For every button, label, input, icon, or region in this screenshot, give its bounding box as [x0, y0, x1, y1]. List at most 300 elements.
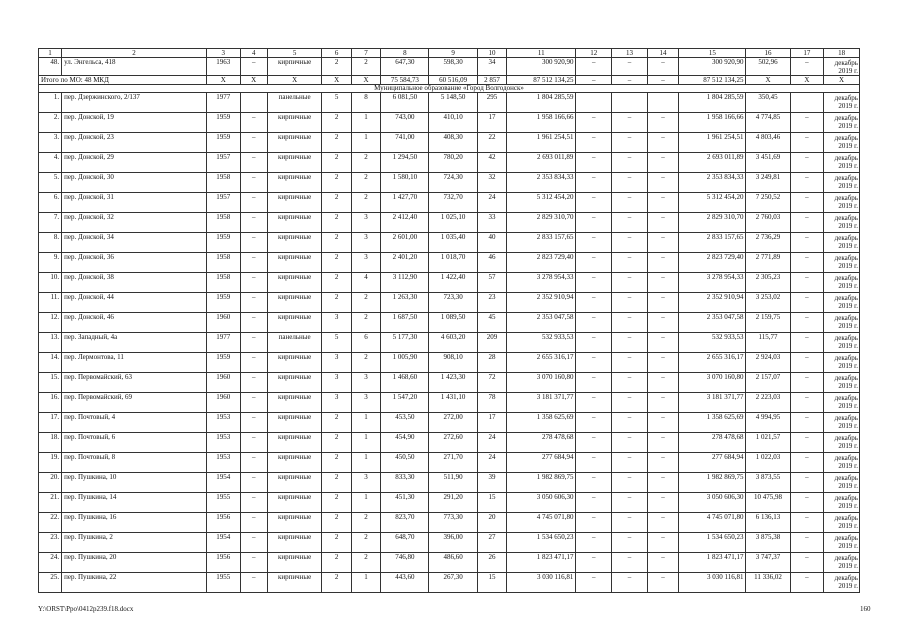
total-cost-cell: 1 982 869,75 — [507, 473, 576, 493]
total-x-cell: X — [267, 76, 322, 85]
address-cell: пер. Донской, 29 — [62, 153, 207, 173]
total-budget-cell: 87 512 134,25 — [679, 76, 746, 85]
column-13-cell: – — [612, 513, 648, 533]
entrances-cell: 3 — [351, 233, 380, 253]
total-cost-cell: 1 961 254,51 — [507, 133, 576, 153]
residents-cell: 17 — [477, 413, 506, 433]
residents-cell: 46 — [477, 253, 506, 273]
total-area-cell: 1 468,60 — [381, 373, 429, 393]
column-13-cell: – — [612, 333, 648, 353]
column-4-cell: – — [240, 553, 267, 573]
deadline-cell: декабрь 2019 г. — [824, 233, 860, 253]
column-number-cell: 13 — [612, 49, 648, 58]
wall-material-cell: кирпичные — [267, 253, 322, 273]
wall-material-cell: кирпичные — [267, 293, 322, 313]
table-row — [39, 133, 860, 153]
row-number-cell: 48. — [39, 58, 62, 76]
column-number-cell: 11 — [507, 49, 576, 58]
unit-cost-cell: 2 305,23 — [746, 273, 790, 293]
budget-cost-cell: 2 352 910,94 — [679, 293, 746, 313]
row-number-cell: 16. — [39, 393, 62, 413]
unit-cost-cell: 11 336,02 — [746, 573, 790, 593]
residents-cell: 15 — [477, 493, 506, 513]
living-area-cell: 724,30 — [429, 173, 477, 193]
year-cell: 1958 — [206, 213, 240, 233]
column-12-cell: – — [576, 353, 612, 373]
total-area-cell: 741,00 — [381, 133, 429, 153]
row-number-cell: 2. — [39, 113, 62, 133]
unit-cost-cell: 4 774,85 — [746, 113, 790, 133]
column-13-cell: – — [612, 553, 648, 573]
year-cell: 1954 — [206, 473, 240, 493]
row-number-cell: 21. — [39, 493, 62, 513]
year-cell: 1953 — [206, 453, 240, 473]
entrances-cell: 2 — [351, 313, 380, 333]
total-cost-cell: 1 358 625,69 — [507, 413, 576, 433]
living-area-cell: 1 018,70 — [429, 253, 477, 273]
unit-cost-cell: 3 873,55 — [746, 473, 790, 493]
total-cost-cell: 300 920,90 — [507, 58, 576, 76]
total-area-cell: 454,90 — [381, 433, 429, 453]
column-4-cell: – — [240, 293, 267, 313]
column-12-cell: – — [576, 113, 612, 133]
column-4-cell: – — [240, 413, 267, 433]
living-area-cell: 267,30 — [429, 573, 477, 593]
wall-material-cell: кирпичные — [267, 473, 322, 493]
row-number-cell: 20. — [39, 473, 62, 493]
column-17-cell — [790, 93, 824, 113]
column-number-cell: 12 — [576, 49, 612, 58]
address-cell: пер. Дзержинского, 2/137 — [62, 93, 207, 113]
column-12-cell: – — [576, 533, 612, 553]
budget-cost-cell: 2 823 729,40 — [679, 253, 746, 273]
residents-cell: 27 — [477, 533, 506, 553]
living-area-cell: 291,20 — [429, 493, 477, 513]
year-cell: 1956 — [206, 513, 240, 533]
year-cell: 1977 — [206, 93, 240, 113]
deadline-cell: декабрь 2019 г. — [824, 333, 860, 353]
column-17-cell: – — [790, 133, 824, 153]
column-number-cell: 4 — [240, 49, 267, 58]
total-cost-cell: 278 478,68 — [507, 433, 576, 453]
column-4-cell: – — [240, 173, 267, 193]
column-number-cell: 16 — [746, 49, 790, 58]
living-area-cell: 1 423,30 — [429, 373, 477, 393]
total-x-cell: X — [206, 76, 240, 85]
deadline-cell: декабрь 2019 г. — [824, 313, 860, 333]
column-12-cell: – — [576, 293, 612, 313]
living-area-cell: 598,30 — [429, 58, 477, 76]
total-cost-cell: 2 829 310,70 — [507, 213, 576, 233]
column-12-cell: – — [576, 58, 612, 76]
column-4-cell: – — [240, 533, 267, 553]
address-cell: пер. Первомайский, 63 — [62, 373, 207, 393]
column-14-cell: – — [647, 513, 678, 533]
column-number-cell: 8 — [381, 49, 429, 58]
total-area-cell: 743,00 — [381, 113, 429, 133]
living-area-cell: 408,30 — [429, 133, 477, 153]
column-12-cell — [576, 93, 612, 113]
column-13-cell: – — [612, 473, 648, 493]
column-12-cell: – — [576, 233, 612, 253]
column-12-cell: – — [576, 413, 612, 433]
living-area-cell: 1 089,50 — [429, 313, 477, 333]
year-cell: 1953 — [206, 413, 240, 433]
column-number-cell: 7 — [351, 49, 380, 58]
living-area-cell: 410,10 — [429, 113, 477, 133]
floors-cell: 5 — [322, 93, 351, 113]
total-area-cell: 1 580,10 — [381, 173, 429, 193]
column-12-cell: – — [576, 553, 612, 573]
unit-cost-cell: 2 771,89 — [746, 253, 790, 273]
entrances-cell: 3 — [351, 473, 380, 493]
deadline-cell: декабрь 2019 г. — [824, 473, 860, 493]
floors-cell: 3 — [322, 313, 351, 333]
floors-cell: 2 — [322, 533, 351, 553]
housing-repair-table — [38, 48, 860, 593]
row-number-cell: 15. — [39, 373, 62, 393]
unit-cost-cell: 2 157,07 — [746, 373, 790, 393]
deadline-cell: декабрь 2019 г. — [824, 273, 860, 293]
year-cell: 1956 — [206, 553, 240, 573]
table-row — [39, 493, 860, 513]
total-residents-cell: 2 857 — [477, 76, 506, 85]
residents-cell: 26 — [477, 553, 506, 573]
entrances-cell: 1 — [351, 493, 380, 513]
budget-cost-cell: 2 353 047,58 — [679, 313, 746, 333]
address-cell: пер. Пушкина, 10 — [62, 473, 207, 493]
wall-material-cell: кирпичные — [267, 453, 322, 473]
unit-cost-cell: 2 736,29 — [746, 233, 790, 253]
column-14-cell: – — [647, 333, 678, 353]
floors-cell: 3 — [322, 353, 351, 373]
year-cell: 1959 — [206, 293, 240, 313]
living-area-cell: 1 422,40 — [429, 273, 477, 293]
unit-cost-cell: 1 021,57 — [746, 433, 790, 453]
column-13-cell: – — [612, 393, 648, 413]
column-14-cell: – — [647, 393, 678, 413]
total-area-cell: 1 687,50 — [381, 313, 429, 333]
total-cost-cell: 1 804 285,59 — [507, 93, 576, 113]
unit-cost-cell: 115,77 — [746, 333, 790, 353]
address-cell: пер. Пушкина, 22 — [62, 573, 207, 593]
deadline-cell: декабрь 2019 г. — [824, 58, 860, 76]
entrances-cell: 1 — [351, 453, 380, 473]
column-12-cell: – — [576, 373, 612, 393]
wall-material-cell: кирпичные — [267, 493, 322, 513]
column-12-cell: – — [576, 573, 612, 593]
floors-cell: 3 — [322, 373, 351, 393]
address-cell: пер. Донской, 34 — [62, 233, 207, 253]
column-14-cell: – — [647, 193, 678, 213]
wall-material-cell: панельные — [267, 333, 322, 353]
column-14-cell: – — [647, 453, 678, 473]
address-cell: пер. Донской, 36 — [62, 253, 207, 273]
column-17-cell: – — [790, 513, 824, 533]
unit-cost-cell: 350,45 — [746, 93, 790, 113]
total-cost-cell: 277 684,94 — [507, 453, 576, 473]
address-cell: пер. Донской, 30 — [62, 173, 207, 193]
year-cell: 1953 — [206, 433, 240, 453]
column-14-cell: – — [647, 353, 678, 373]
address-cell: пер. Почтовый, 4 — [62, 413, 207, 433]
column-13-cell: – — [612, 353, 648, 373]
budget-cost-cell: 1 958 166,66 — [679, 113, 746, 133]
column-13-cell: – — [612, 273, 648, 293]
column-14-cell: – — [647, 533, 678, 553]
column-number-cell: 10 — [477, 49, 506, 58]
residents-cell: 28 — [477, 353, 506, 373]
floors-cell: 2 — [322, 113, 351, 133]
residents-cell: 42 — [477, 153, 506, 173]
deadline-cell: декабрь 2019 г. — [824, 213, 860, 233]
column-13-cell: – — [612, 533, 648, 553]
column-14-cell: – — [647, 173, 678, 193]
deadline-cell: декабрь 2019 г. — [824, 193, 860, 213]
column-number-cell: 9 — [429, 49, 477, 58]
table-row — [39, 333, 860, 353]
column-4-cell: – — [240, 58, 267, 76]
deadline-cell: декабрь 2019 г. — [824, 133, 860, 153]
budget-cost-cell: 1 358 625,69 — [679, 413, 746, 433]
total-cost-cell: 5 312 454,20 — [507, 193, 576, 213]
column-4-cell: – — [240, 193, 267, 213]
column-4-cell: – — [240, 433, 267, 453]
floors-cell: 2 — [322, 493, 351, 513]
floors-cell: 2 — [322, 58, 351, 76]
living-area-cell: 1 025,10 — [429, 213, 477, 233]
total-cost-cell: 3 181 371,77 — [507, 393, 576, 413]
entrances-cell: 8 — [351, 93, 380, 113]
living-area-cell: 486,60 — [429, 553, 477, 573]
column-17-cell: – — [790, 573, 824, 593]
floors-cell: 5 — [322, 333, 351, 353]
wall-material-cell: кирпичные — [267, 533, 322, 553]
address-cell: пер. Лермонтова, 11 — [62, 353, 207, 373]
budget-cost-cell: 3 070 160,80 — [679, 373, 746, 393]
living-area-cell: 723,30 — [429, 293, 477, 313]
deadline-cell: декабрь 2019 г. — [824, 153, 860, 173]
column-17-cell: – — [790, 58, 824, 76]
unit-cost-cell: 2 159,75 — [746, 313, 790, 333]
table-row — [39, 413, 860, 433]
residents-cell: 39 — [477, 473, 506, 493]
residents-cell: 209 — [477, 333, 506, 353]
total-cost-cell: 2 693 011,89 — [507, 153, 576, 173]
table-row — [39, 313, 860, 333]
column-12-cell: – — [576, 213, 612, 233]
deadline-cell: декабрь 2019 г. — [824, 433, 860, 453]
wall-material-cell: кирпичные — [267, 273, 322, 293]
total-area-cell: 2 401,20 — [381, 253, 429, 273]
table-row — [39, 153, 860, 173]
budget-cost-cell: 2 693 011,89 — [679, 153, 746, 173]
floors-cell: 3 — [322, 393, 351, 413]
total-area-cell: 453,50 — [381, 413, 429, 433]
table-row — [39, 273, 860, 293]
entrances-cell: 2 — [351, 193, 380, 213]
budget-cost-cell: 3 030 116,81 — [679, 573, 746, 593]
total-area-cell: 647,30 — [381, 58, 429, 76]
living-area-cell: 272,00 — [429, 413, 477, 433]
column-14-cell: – — [647, 373, 678, 393]
row-number-cell: 6. — [39, 193, 62, 213]
column-14-cell: – — [647, 153, 678, 173]
total-area-cell: 6 081,50 — [381, 93, 429, 113]
wall-material-cell: кирпичные — [267, 153, 322, 173]
total-x-cell: X — [240, 76, 267, 85]
residents-cell: 78 — [477, 393, 506, 413]
living-area-cell: 732,70 — [429, 193, 477, 213]
total-area-cell: 823,70 — [381, 513, 429, 533]
total-cost-cell: 2 353 834,33 — [507, 173, 576, 193]
row-number-cell: 14. — [39, 353, 62, 373]
column-4-cell: – — [240, 353, 267, 373]
entrances-cell: 1 — [351, 413, 380, 433]
budget-cost-cell: 2 829 310,70 — [679, 213, 746, 233]
address-cell: пер. Западный, 4а — [62, 333, 207, 353]
column-14-cell: – — [647, 58, 678, 76]
column-number-cell: 18 — [824, 49, 860, 58]
column-14-cell: – — [647, 473, 678, 493]
total-cost-cell: 87 512 134,25 — [507, 76, 576, 85]
total-living-area-cell: 60 516,09 — [429, 76, 477, 85]
column-4-cell: – — [240, 473, 267, 493]
column-12-cell: – — [576, 153, 612, 173]
column-13-cell: – — [612, 573, 648, 593]
total-x-cell: X — [322, 76, 351, 85]
entrances-cell: 2 — [351, 153, 380, 173]
column-17-cell: – — [790, 553, 824, 573]
deadline-cell: декабрь 2019 г. — [824, 373, 860, 393]
total-cost-cell: 3 070 160,80 — [507, 373, 576, 393]
total-area-cell: 1 294,50 — [381, 153, 429, 173]
column-12-cell: – — [576, 133, 612, 153]
footer-file-path: Y:\ORST\Ppo\0412p239.f18.docx — [38, 605, 134, 613]
residents-cell: 15 — [477, 573, 506, 593]
entrances-cell: 1 — [351, 433, 380, 453]
table-row — [39, 533, 860, 553]
wall-material-cell: кирпичные — [267, 573, 322, 593]
budget-cost-cell: 3 181 371,77 — [679, 393, 746, 413]
column-17-cell: – — [790, 293, 824, 313]
deadline-cell: декабрь 2019 г. — [824, 93, 860, 113]
floors-cell: 2 — [322, 293, 351, 313]
column-number-header — [39, 49, 860, 58]
column-17-cell: – — [790, 193, 824, 213]
row-number-cell: 9. — [39, 253, 62, 273]
deadline-cell: декабрь 2019 г. — [824, 353, 860, 373]
column-17-cell: – — [790, 473, 824, 493]
column-13-cell: – — [612, 153, 648, 173]
column-4-cell: – — [240, 113, 267, 133]
column-17-cell: – — [790, 273, 824, 293]
column-17-cell: – — [790, 353, 824, 373]
floors-cell: 2 — [322, 273, 351, 293]
floors-cell: 2 — [322, 433, 351, 453]
address-cell: пер. Пушкина, 20 — [62, 553, 207, 573]
living-area-cell: 272,60 — [429, 433, 477, 453]
year-cell: 1960 — [206, 393, 240, 413]
residents-cell: 33 — [477, 213, 506, 233]
column-14-cell — [647, 93, 678, 113]
table-row — [39, 573, 860, 593]
column-17-cell: – — [790, 493, 824, 513]
wall-material-cell: кирпичные — [267, 433, 322, 453]
column-12-cell: – — [576, 173, 612, 193]
unit-cost-cell: 3 747,37 — [746, 553, 790, 573]
entrances-cell: 3 — [351, 393, 380, 413]
floors-cell: 2 — [322, 473, 351, 493]
living-area-cell: 780,20 — [429, 153, 477, 173]
unit-cost-cell: 10 475,98 — [746, 493, 790, 513]
floors-cell: 2 — [322, 573, 351, 593]
column-12-cell: – — [576, 253, 612, 273]
row-number-cell: 8. — [39, 233, 62, 253]
section-title: Муниципальное образование «Город Волгодонск» — [39, 85, 860, 93]
section-title-row — [39, 85, 860, 93]
column-13-cell: – — [612, 453, 648, 473]
column-number-cell: 15 — [679, 49, 746, 58]
column-4-cell: – — [240, 273, 267, 293]
address-cell: пер. Донской, 44 — [62, 293, 207, 313]
total-cost-cell: 1 958 166,66 — [507, 113, 576, 133]
column-17-cell: – — [790, 173, 824, 193]
column-17-cell: – — [790, 113, 824, 133]
residents-cell: 40 — [477, 233, 506, 253]
total-area-cell: 2 601,00 — [381, 233, 429, 253]
table-row — [39, 393, 860, 413]
table-row — [39, 373, 860, 393]
budget-cost-cell: 300 920,90 — [679, 58, 746, 76]
total-area-cell: 5 177,30 — [381, 333, 429, 353]
residents-cell: 34 — [477, 58, 506, 76]
total-area-cell: 450,50 — [381, 453, 429, 473]
column-4-cell: – — [240, 513, 267, 533]
budget-cost-cell: 1 961 254,51 — [679, 133, 746, 153]
year-cell: 1959 — [206, 133, 240, 153]
column-12-cell: – — [576, 313, 612, 333]
row-number-cell: 4. — [39, 153, 62, 173]
column-13-cell — [612, 93, 648, 113]
year-cell: 1958 — [206, 273, 240, 293]
column-17-cell: – — [790, 453, 824, 473]
address-cell: пер. Пушкина, 16 — [62, 513, 207, 533]
living-area-cell: 773,30 — [429, 513, 477, 533]
budget-cost-cell: 1 804 285,59 — [679, 93, 746, 113]
table-row — [39, 93, 860, 113]
living-area-cell: 1 431,10 — [429, 393, 477, 413]
total-x-cell: X — [790, 76, 824, 85]
budget-cost-cell: 2 655 316,17 — [679, 353, 746, 373]
column-17-cell: – — [790, 393, 824, 413]
unit-cost-cell: 4 803,46 — [746, 133, 790, 153]
total-cost-cell: 532 933,53 — [507, 333, 576, 353]
column-17-cell: – — [790, 253, 824, 273]
column-12-cell: – — [576, 333, 612, 353]
column-14-cell: – — [647, 553, 678, 573]
residents-cell: 17 — [477, 113, 506, 133]
row-number-cell: 10. — [39, 273, 62, 293]
budget-cost-cell: 5 312 454,20 — [679, 193, 746, 213]
column-17-cell: – — [790, 313, 824, 333]
residents-cell: 20 — [477, 513, 506, 533]
total-area-cell: 648,70 — [381, 533, 429, 553]
total-area-cell: 3 112,90 — [381, 273, 429, 293]
row-number-cell: 13. — [39, 333, 62, 353]
column-17-cell: – — [790, 373, 824, 393]
living-area-cell: 1 035,40 — [429, 233, 477, 253]
